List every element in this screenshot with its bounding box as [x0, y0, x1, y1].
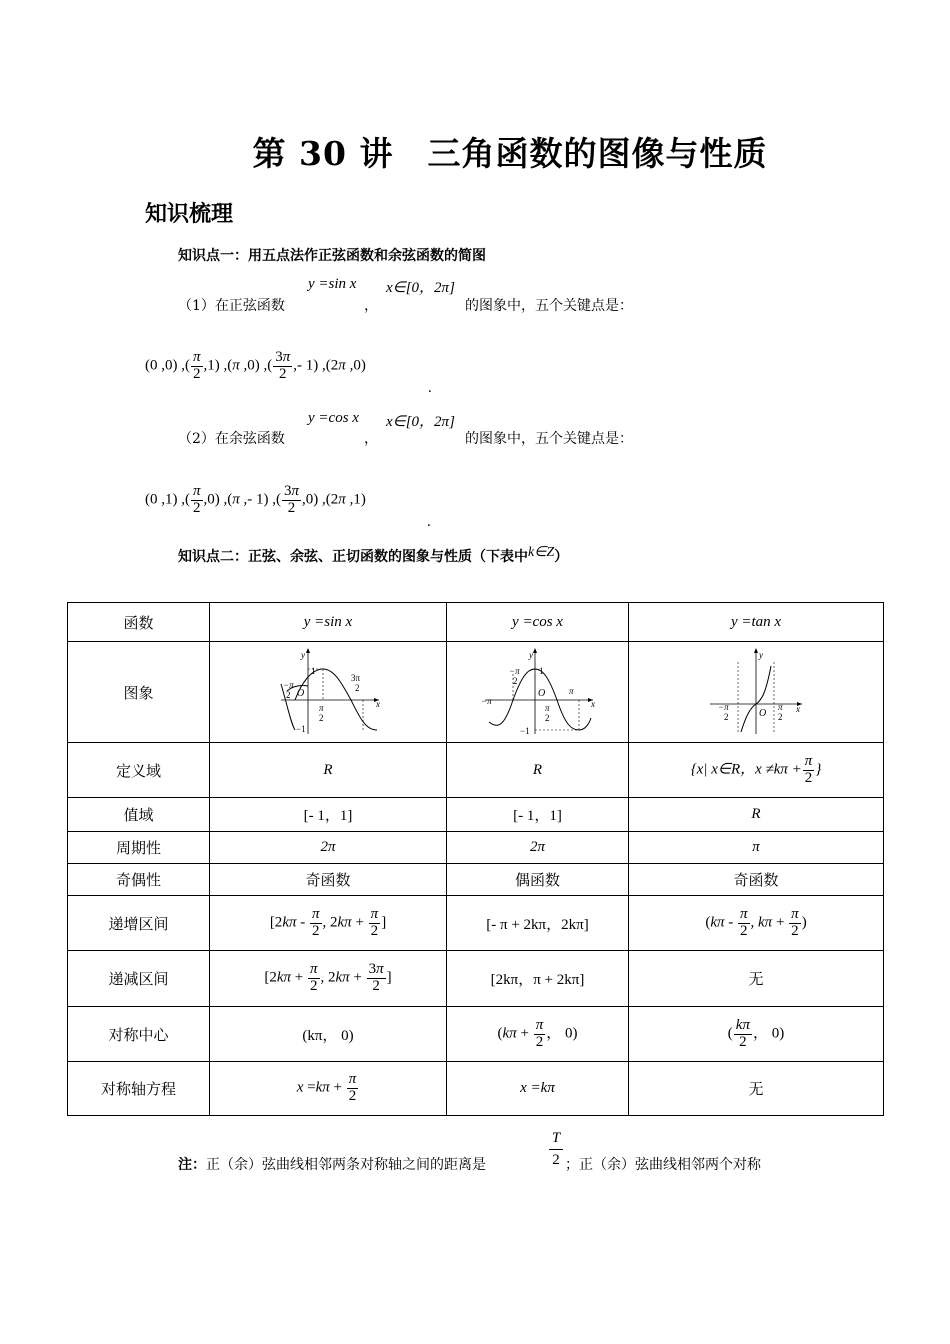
cos-key-points: (0 ,1) ,( $\frac{\pi}{2}$ ,0) ,(π ,- 1) ,( $\frac{3\pi}{2}$ ,0) ,(2π ,1)	[145, 483, 366, 516]
svg-text:O: O	[297, 688, 305, 699]
tan-inc: (kπ - $\frac{\pi}{2}$ , kπ + $\frac{\pi}{2}$ )	[629, 896, 884, 951]
table-row	[68, 951, 884, 1007]
sin-axis: x =kπ + $\frac{\pi}{2}$	[210, 1062, 447, 1116]
cos-dec: [2kπ，π + 2kπ]	[447, 951, 629, 1007]
sin-center: (kπ， 0)	[210, 1007, 447, 1062]
sin-parity: 奇函数	[210, 864, 447, 896]
svg-text:3π: 3π	[351, 673, 361, 683]
svg-text:y: y	[301, 650, 305, 660]
note-text: 正（余）弦曲线相邻两条对称轴之间的距离是	[206, 1157, 486, 1173]
tan-axis: 无	[629, 1062, 884, 1116]
sin-inc: [2kπ - $\frac{\pi}{2}$ , 2kπ + $\frac{\pi}{2}$ ]	[210, 896, 447, 951]
cos-graph-cell	[447, 642, 629, 743]
note-label: 注：	[178, 1157, 206, 1173]
sin-func: y =sin x	[308, 276, 357, 292]
kp2-heading: 知识点二：正弦、余弦、正切函数的图象与性质（下表中k∈Z）	[178, 545, 569, 565]
center-label: 对称中心	[68, 1007, 210, 1062]
cos-suffix: 的图象中，五个关键点是：	[465, 431, 633, 447]
header-sin: y =sin x	[210, 603, 447, 642]
cos-prefix: （2）在余弦函数	[178, 431, 285, 447]
note	[178, 1154, 486, 1174]
table-row	[68, 603, 884, 642]
cos-period: 2π	[447, 832, 629, 864]
cos-parity: 偶函数	[447, 864, 629, 896]
dec-label: 递减区间	[68, 951, 210, 1007]
table-row	[68, 1062, 884, 1116]
sin-suffix: 的图象中，五个关键点是：	[465, 298, 633, 314]
graph-label: 图象	[68, 642, 210, 743]
sin-prefix: （1）在正弦函数	[178, 298, 285, 314]
sin-domain: x∈[0，2π]	[386, 280, 455, 296]
section-heading: 知识梳理	[145, 202, 234, 227]
header-func: 函数	[68, 603, 210, 642]
cos-inc: [- π + 2kπ，2kπ]	[447, 896, 629, 951]
axis-label: 对称轴方程	[68, 1062, 210, 1116]
svg-text:2: 2	[319, 713, 324, 723]
svg-text:x: x	[590, 699, 595, 709]
tan-period: π	[629, 832, 884, 864]
svg-text:2: 2	[512, 676, 517, 686]
sin-graph	[273, 644, 383, 736]
svg-text:y: y	[528, 650, 533, 660]
sin-period: 2π	[210, 832, 447, 864]
sin-key-points: (0 ,0) ,( $\frac{\pi}{2}$ ,1) ,(π ,0) ,( $\frac{3\pi}{2}$ ,- 1) ,(2π ,0)	[145, 349, 366, 382]
sin-domain-value: R	[210, 743, 447, 798]
period-mark-1: .	[428, 380, 432, 396]
cos-center: (kπ + $\frac{\pi}{2}$ ， 0)	[447, 1007, 629, 1062]
sin-dec: [2kπ + $\frac{\pi}{2}$ , 2kπ + $\frac{3\pi}{2}$ ]	[210, 951, 447, 1007]
tan-dec: 无	[629, 951, 884, 1007]
note-tail: ；正（余）弦曲线相邻两个对称	[565, 1157, 761, 1173]
svg-text:x: x	[796, 704, 800, 714]
svg-text:O: O	[759, 708, 767, 719]
svg-text:−π: −π	[480, 696, 492, 706]
properties-table	[67, 602, 884, 1116]
svg-text:−π: −π	[718, 702, 729, 712]
svg-text:y: y	[759, 650, 763, 660]
svg-text:−π: −π	[508, 666, 520, 676]
sin-range: [- 1，1]	[210, 798, 447, 832]
cos-graph	[479, 644, 597, 736]
inc-label: 递增区间	[68, 896, 210, 951]
svg-text:O: O	[537, 688, 545, 699]
kp1-heading: 知识点一：用五点法作正弦函数和余弦函数的简图	[178, 248, 486, 264]
svg-text:−π: −π	[283, 680, 294, 690]
svg-text:1: 1	[311, 666, 316, 676]
header-tan: y =tan x	[629, 603, 884, 642]
svg-text:π: π	[778, 702, 783, 712]
svg-text:π: π	[568, 686, 574, 696]
svg-text:−1: −1	[296, 724, 306, 734]
tan-parity: 奇函数	[629, 864, 884, 896]
svg-text:2: 2	[286, 690, 291, 700]
cos-func: y =cos x	[308, 410, 359, 426]
range-label: 值域	[68, 798, 210, 832]
table-row	[68, 864, 884, 896]
comma-1: ，	[364, 298, 378, 314]
cos-axis: x =kπ	[447, 1062, 629, 1116]
svg-text:1: 1	[538, 666, 543, 676]
table-row	[68, 832, 884, 864]
svg-text:2: 2	[778, 712, 783, 722]
note-fraction: T 2	[549, 1128, 563, 1171]
svg-text:−1: −1	[519, 726, 530, 736]
comma-2: ，	[364, 431, 378, 447]
tan-domain-value: {x| x∈R，x ≠kπ + $\frac{\pi}{2}$ }	[629, 743, 884, 798]
kp2-condition: k∈Z	[528, 545, 555, 560]
table-row	[68, 743, 884, 798]
tan-range: R	[629, 798, 884, 832]
svg-text:2: 2	[355, 683, 360, 693]
tan-graph-cell	[629, 642, 884, 743]
domain-label: 定义域	[68, 743, 210, 798]
svg-text:π: π	[319, 703, 324, 713]
sin-graph-cell	[210, 642, 447, 743]
header-cos: y =cos x	[447, 603, 629, 642]
table-row	[68, 798, 884, 832]
table-row	[68, 896, 884, 951]
svg-text:2: 2	[724, 712, 729, 722]
page-title: 第 30 讲 三角函数的图像与性质	[252, 134, 768, 173]
period-label: 周期性	[68, 832, 210, 864]
tan-center: ( $\frac{k\pi}{2}$ ， 0)	[629, 1007, 884, 1062]
cos-domain-value: R	[447, 743, 629, 798]
cos-domain: x∈[0，2π]	[386, 414, 455, 430]
svg-text:2: 2	[544, 713, 549, 723]
cos-range: [- 1，1]	[447, 798, 629, 832]
svg-text:x: x	[376, 699, 380, 709]
parity-label: 奇偶性	[68, 864, 210, 896]
table-row	[68, 642, 884, 743]
period-mark-2: .	[427, 514, 431, 530]
tan-graph	[706, 644, 806, 736]
svg-text:π: π	[544, 703, 550, 713]
table-row	[68, 1007, 884, 1062]
